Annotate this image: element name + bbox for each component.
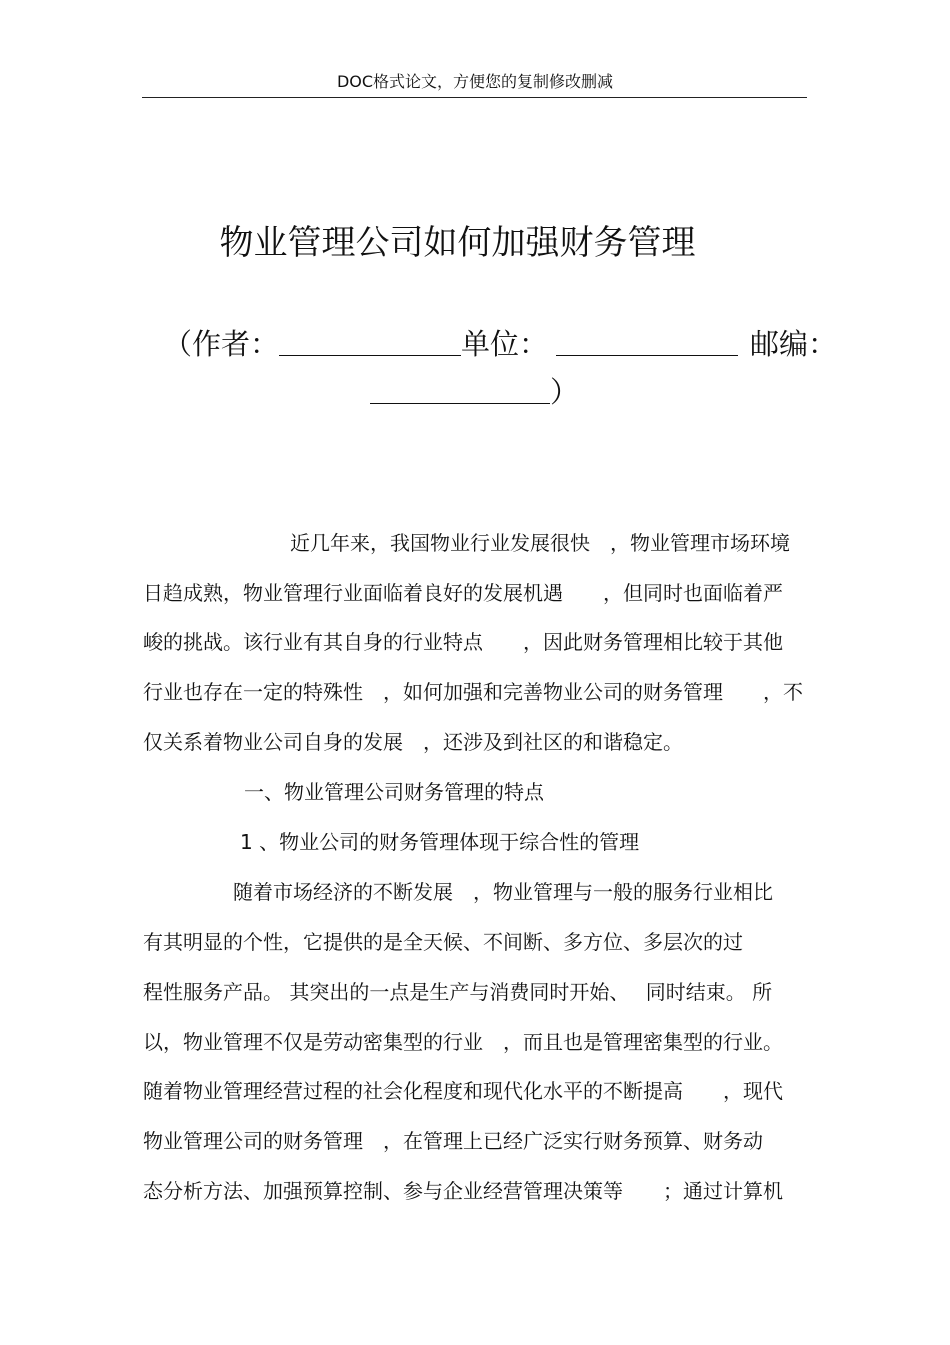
section-heading: 一、物业管理公司财务管理的特点 xyxy=(244,780,544,804)
paragraph-line: 行业也存在一定的特殊性 ，如何加强和完善物业公司的财务管理 ，不 xyxy=(143,680,803,704)
paragraph-line: 峻的挑战。该行业有其自身的行业特点 ，因此财务管理相比较于其他 xyxy=(143,630,783,654)
paragraph-line: 态分析方法、加强预算控制、参与企业经营管理决策等 ；通过计算机 xyxy=(143,1179,783,1203)
document-title: 物业管理公司如何加强财务管理 xyxy=(219,223,696,263)
paragraph-line: 日趋成熟，物业管理行业面临着良好的发展机遇 ，但同时也面临着严 xyxy=(143,581,783,605)
paragraph-line: 仅关系着物业公司自身的发展 ，还涉及到社区的和谐稳定。 xyxy=(143,730,683,754)
unit-blank xyxy=(556,354,738,356)
paragraph-line: 近几年来，我国物业行业发展很快 ，物业管理市场环境 xyxy=(290,531,790,555)
postcode-blank xyxy=(370,402,550,404)
paragraph-line: 以，物业管理不仅是劳动密集型的行业 ，而且也是管理密集型的行业。 xyxy=(143,1030,783,1054)
author-info-line xyxy=(163,324,837,364)
paragraph-line: 程性服务产品。 其突出的一点是生产与消费同时开始、 同时结束。 所 xyxy=(143,980,773,1004)
author-label: （作者： xyxy=(163,327,280,361)
subsection-heading: 1 、物业公司的财务管理体现于综合性的管理 xyxy=(240,830,640,854)
author-blank xyxy=(279,354,461,356)
header-divider xyxy=(142,97,807,98)
paragraph-line: 有其明显的个性，它提供的是全天候、不间断、多方位、多层次的过 xyxy=(143,930,743,954)
unit-label: 单位： xyxy=(461,327,549,361)
paragraph-line: 物业管理公司的财务管理 ，在管理上已经广泛实行财务预算、财务动 xyxy=(143,1129,763,1153)
postcode-label: 邮编： xyxy=(750,327,838,361)
page-header-text: DOC格式论文，方便您的复制修改删减 xyxy=(336,72,614,91)
author-info-line-continued xyxy=(370,372,579,412)
closing-paren: ） xyxy=(550,375,580,409)
paragraph-line: 随着物业管理经营过程的社会化程度和现代化水平的不断提高 ，现代 xyxy=(143,1079,783,1103)
paragraph-line: 随着市场经济的不断发展 ，物业管理与一般的服务行业相比 xyxy=(233,880,773,904)
